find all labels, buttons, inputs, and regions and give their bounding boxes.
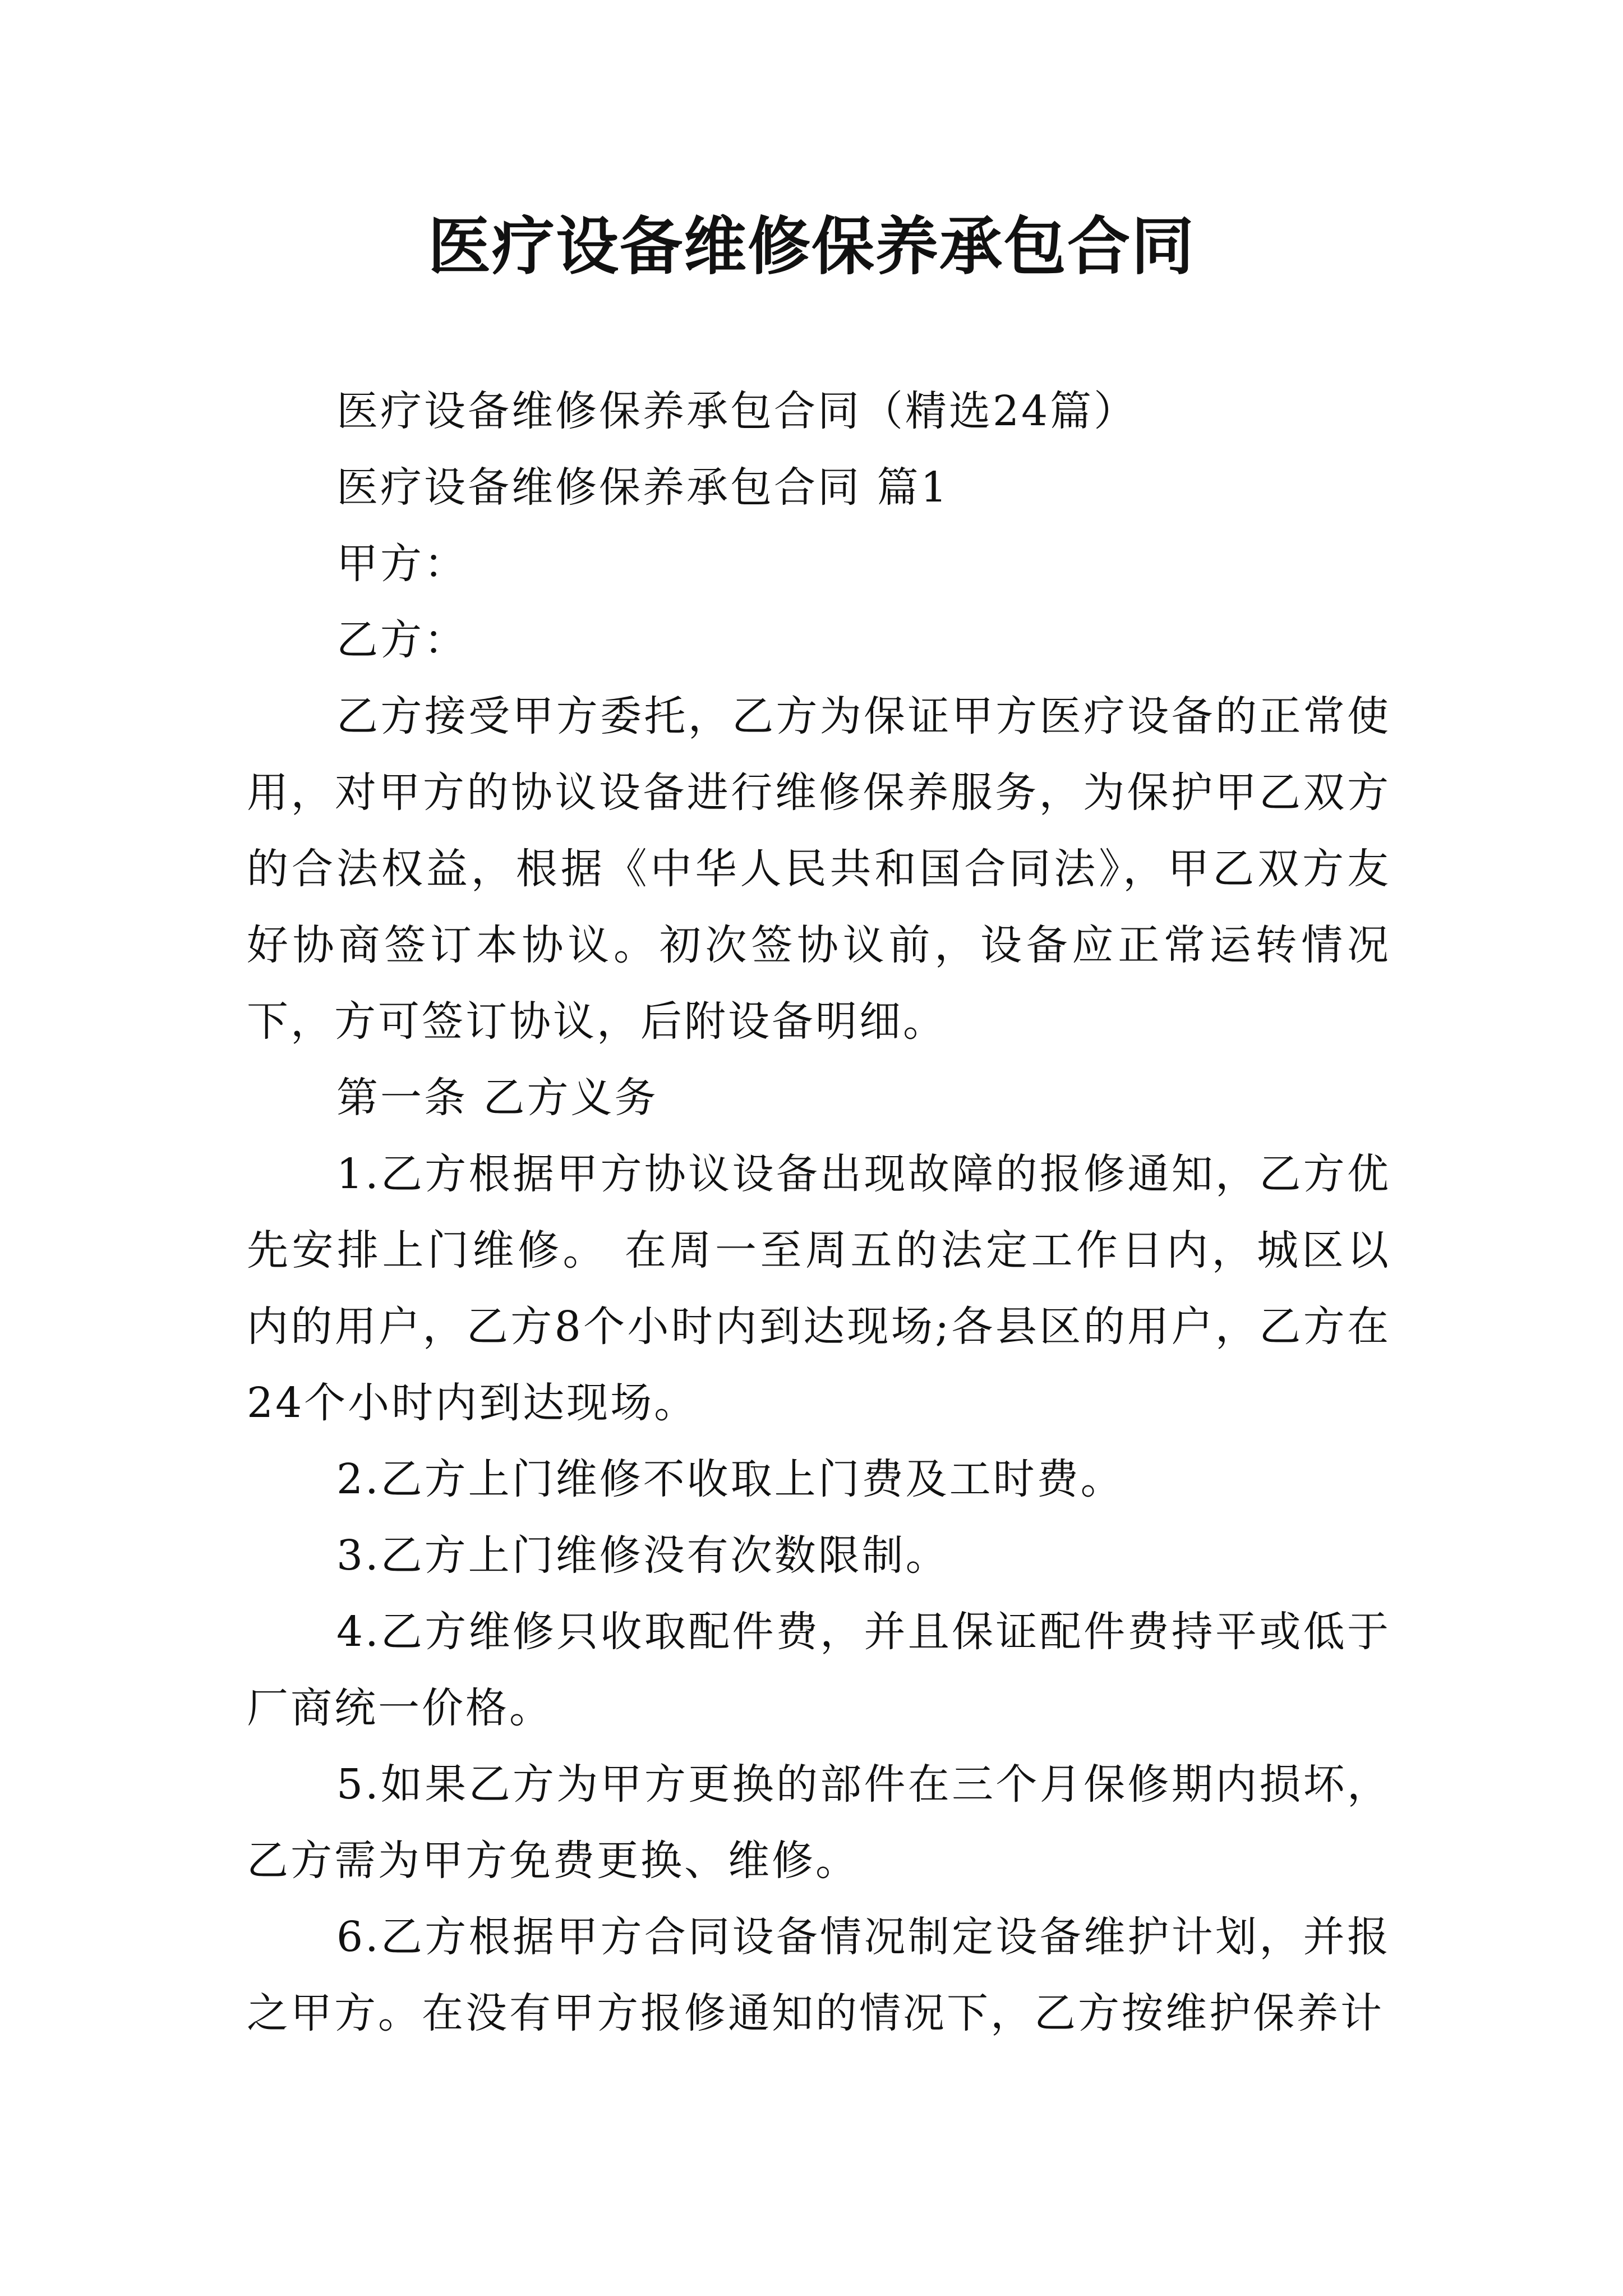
article-heading-paragraph: 第一条 乙方义务 [336,1074,658,1122]
clause-paragraph: 5.如果乙方为甲方更换的部件在三个月保修期内损坏，乙方需为甲方免费更换、维修。 [247,1760,1391,1885]
clause-paragraph: 4.乙方维修只收取配件费，并且保证配件费持平或低于厂商统一价格。 [247,1608,1391,1732]
intro-paragraph: 乙方接受甲方委托，乙方为保证甲方医疗设备的正常使用，对甲方的协议设备进行维修保养服务，为保护甲乙双方的合法权益，根据《中华人民共和国合同法》，甲乙双方友好协商签订本协议。初次签协议前，设备应正常运转情况下，方可签订协议，后附设备明细。 [247,692,1391,1046]
document-body [247,373,1391,2051]
section-heading-paragraph: 医疗设备维修保养承包合同 篇1 [336,463,949,512]
party-b-paragraph: 乙方： [336,616,468,664]
subtitle-paragraph: 医疗设备维修保养承包合同（精选24篇） [336,387,1138,435]
clause-paragraph: 2.乙方上门维修不收取上门费及工时费。 [336,1455,1124,1503]
clause-paragraph: 1.乙方根据甲方协议设备出现故障的报修通知，乙方优先安排上门维修。 在周一至周五的法定工作日内，城区以内的用户，乙方8个小时内到达现场;各县区的用户，乙方在24个小时内到达现场。 [247,1150,1391,1427]
party-a-paragraph: 甲方： [336,540,468,588]
document-title: 医疗设备维修保养承包合同 [428,210,1195,283]
clause-paragraph: 3.乙方上门维修没有次数限制。 [336,1531,949,1580]
clause-paragraph: 6.乙方根据甲方合同设备情况制定设备维护计划，并报之甲方。在没有甲方报修通知的情况下，乙方按维护保养计 [247,1913,1391,2037]
